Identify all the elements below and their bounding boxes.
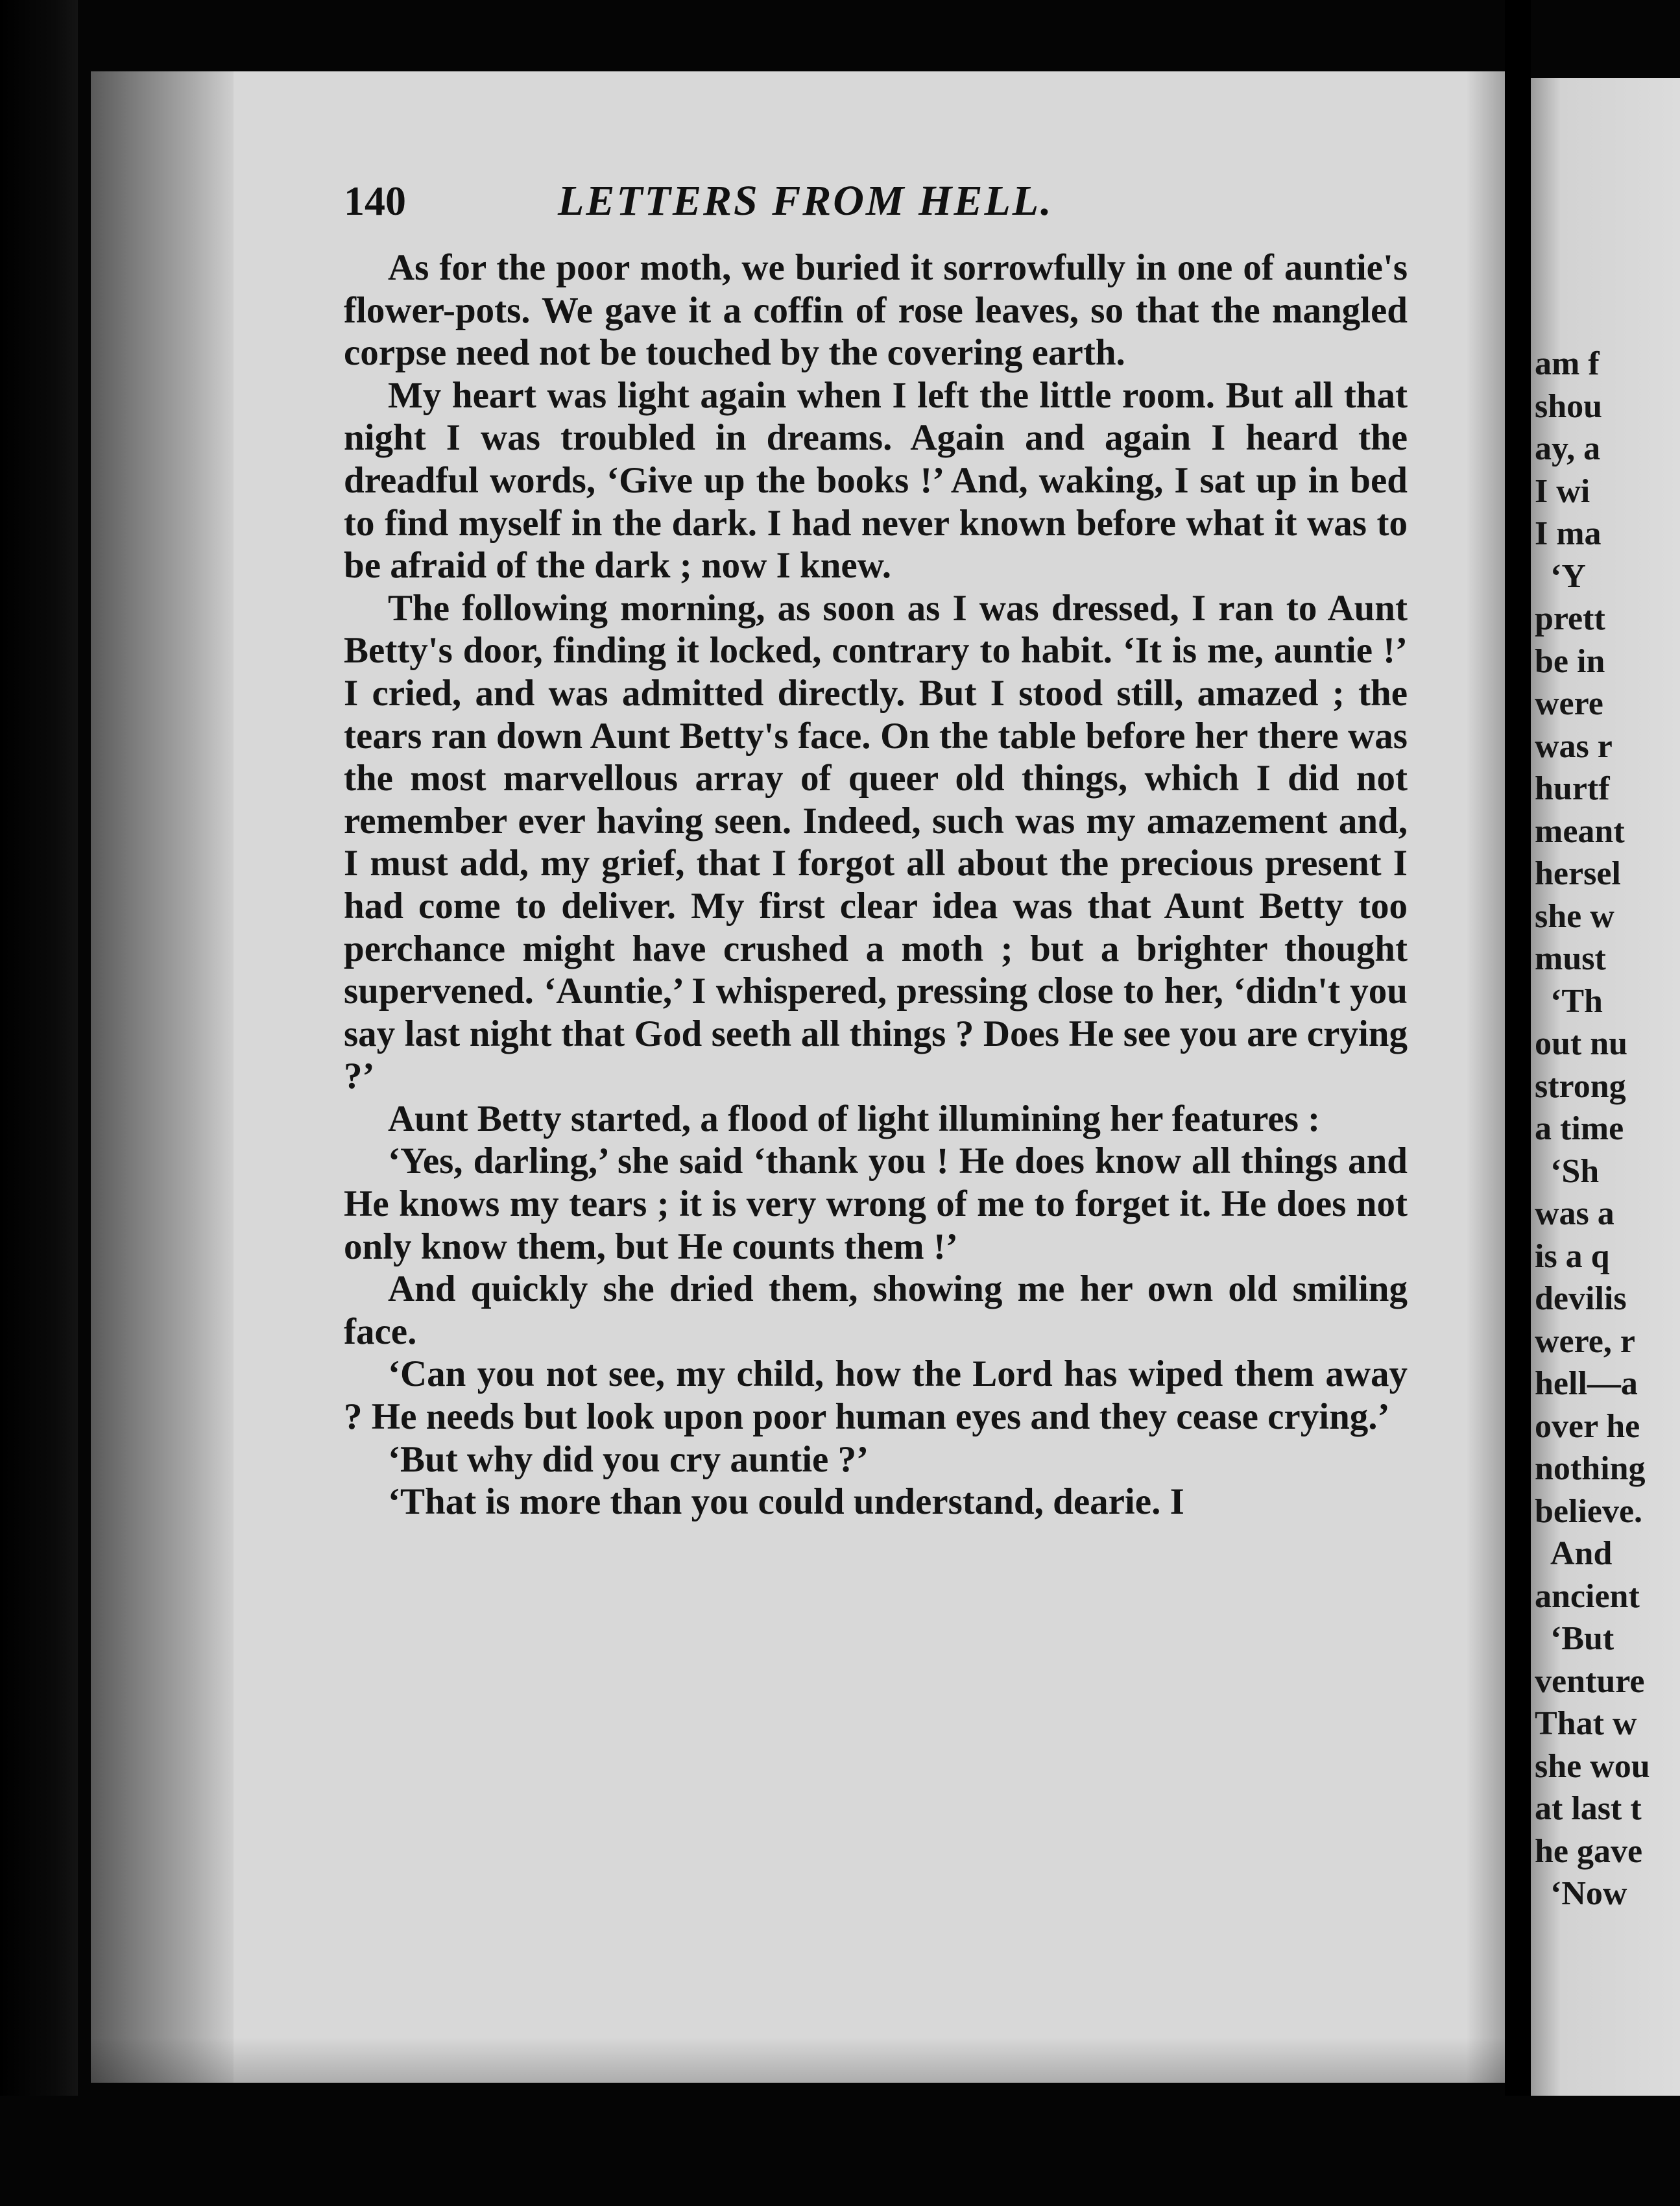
facing-page-line: she w [1535,897,1614,935]
paragraph: My heart was light again when I left the little room. But all that night I was troubled in dreams. Again and again I heard the dreadful words, ‘Give up the books !’ And, waking, I sat up in bed to find myself in the dark. I had never known before what it was to be afraid of the dark ; now I knew. [344,374,1408,587]
paragraph: ‘Can you not see, my child, how the Lord has wiped them away ? He needs but look upon poor human eyes and they cease crying.’ [344,1353,1408,1438]
page-header [344,172,1395,230]
facing-page-line: believe. [1535,1492,1643,1530]
running-title: LETTERS FROM HELL. [558,177,1053,224]
facing-page-line: hersel [1535,855,1621,892]
facing-page-line: was r [1535,727,1613,765]
facing-page-line: a time [1535,1110,1624,1147]
facing-page-line: venture [1535,1662,1645,1700]
facing-page-line: was a [1535,1195,1614,1232]
paragraph: ‘That is more than you could understand, dearie. I [388,1481,1184,1523]
page-right-shadow [1466,71,1505,2083]
left-scan-border [0,0,78,2206]
facing-page-line: were [1535,685,1603,722]
facing-page-line: I wi [1535,472,1590,510]
center-gutter [1505,0,1531,2206]
facing-page-line: ‘But [1550,1620,1614,1657]
facing-page [1531,78,1680,2096]
bottom-scan-border [0,2096,1680,2206]
facing-page-line: devilis [1535,1280,1627,1317]
facing-page-line: And [1550,1535,1613,1572]
facing-page-line: I ma [1535,515,1602,552]
facing-page-line: nothing [1535,1450,1646,1487]
facing-page-line: is a q [1535,1237,1610,1275]
facing-page-line: am f [1535,345,1600,382]
page-binding-shadow [91,71,234,2083]
facing-page-line: ‘Sh [1550,1152,1600,1190]
facing-page-line: ay, a [1535,430,1601,467]
paragraph: ‘Yes, darling,’ she said ‘thank you ! He does know all things and He knows my tears ; it is very wrong of me to forget it. He does not only know them, but He counts them !’ [344,1141,1408,1267]
facing-page-text [1531,343,1680,1915]
paragraph: And quickly she dried them, showing me her own old smiling face. [344,1268,1408,1352]
paragraph: The following morning, as soon as I was dressed, I ran to Aunt Betty's door, finding it locked, contrary to habit. ‘It is me, auntie !’ I cried, and was admitted directly. But I stood still, amazed ; the tears ran down Aunt Betty's face. On the table before her there was the most marvellous array of queer old things, which I did not remember ever having seen. Indeed, such was my amazement and, I must add, my grief, that I forgot all about the precious present I had come to deliver. My first clear idea was that Aunt Betty too perchance might have crushed a moth ; but a brighter thought supervened. ‘Auntie,’ I whispered, pressing close to her, ‘didn't you say last night that God seeth all things ? Does He see you are crying ?’ [344,587,1408,1097]
facing-page-line: at last t [1535,1790,1642,1827]
facing-page-line: hurtf [1535,770,1610,807]
facing-page-line: he gave [1535,1832,1643,1870]
page-bottom-shadow [91,2037,1505,2083]
paragraph: As for the poor moth, we buried it sorrowfully in one of auntie's flower-pots. We gave it a coffin of rose leaves, so that the mangled corpse need not be touched by the covering earth. [344,247,1408,374]
facing-page-line: ancient [1535,1577,1640,1615]
paragraph: ‘But why did you cry auntie ?’ [388,1438,869,1480]
facing-page-line: be in [1535,642,1605,680]
facing-page-line: shou [1535,387,1603,425]
facing-page-line: ‘Now [1550,1875,1627,1912]
paragraph: Aunt Betty started, a flood of light illumining her features : [388,1098,1321,1139]
facing-page-line: prett [1535,600,1605,637]
facing-page-line: ‘Th [1550,982,1603,1020]
facing-page-line: must [1535,940,1606,977]
facing-page-line: That w [1535,1705,1637,1742]
facing-page-line: strong [1535,1067,1626,1105]
body-text [344,247,1408,1523]
facing-page-line: meant [1535,812,1625,850]
page-number: 140 [344,178,406,224]
facing-page-line: hell—a [1535,1365,1638,1402]
facing-page-line: out nu [1535,1025,1628,1062]
facing-page-line: ‘Y [1550,557,1586,595]
facing-page-line: over he [1535,1407,1640,1445]
facing-page-line: she wou [1535,1747,1650,1785]
facing-page-line: were, r [1535,1322,1635,1360]
